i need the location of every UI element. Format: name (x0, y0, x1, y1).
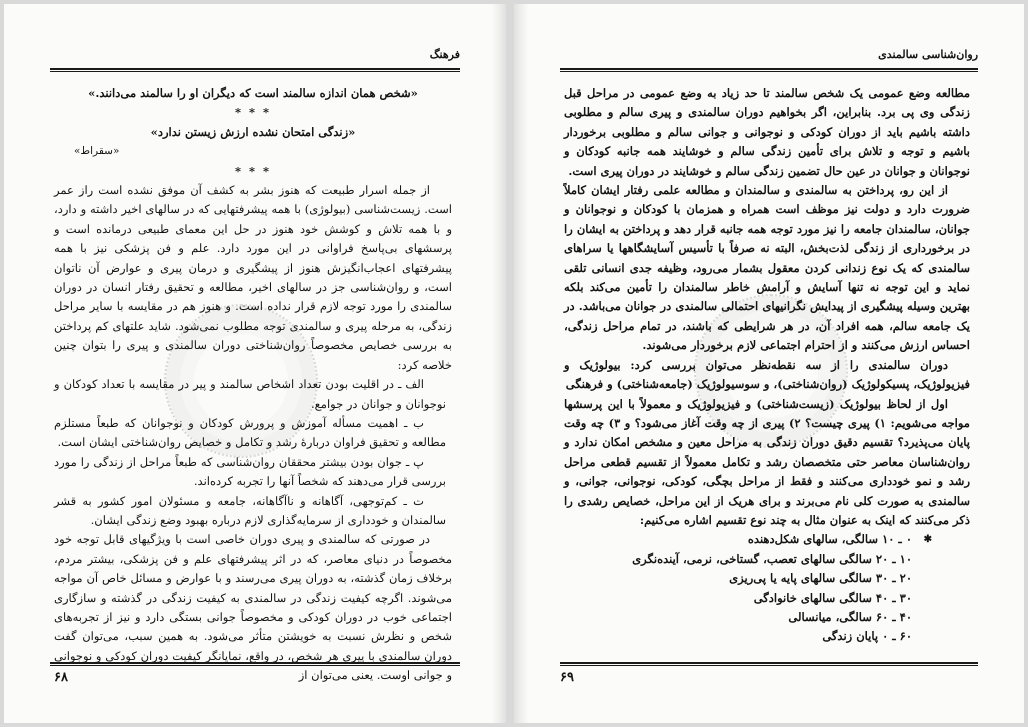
list-item (564, 589, 912, 608)
footer-rule (50, 662, 460, 666)
paragraph: مطالعه وضع عمومی یک شخص سالمند تا حد زیاد به وضع عمومی در مراحل قبل زندگی وی پی برد. بنابراین، اگر بخواهیم دوران سالمندی و پیری سالم و مطلوبی داشته باشیم باید از دوران کودکی و نوجوانی و جوانی سالم و مطلوبی برخوردار باشیم و توجه و تلاش برای تأمین زندگی سالم و خوشایند همه جانبه کودکان و نوجوانان و جوانان در عین حال تضمین زندگی سالم و خوشایند در دوران پیری است. (564, 86, 970, 178)
age-stage-label: ۶۰ ـ ۰ پایان زندگی (822, 629, 912, 644)
left-page (4, 4, 506, 723)
header-rule (560, 68, 978, 72)
age-stage-label: ۴۰ ـ ۶۰ سالگی، میانسالی (788, 609, 912, 624)
paragraph: اول از لحاظ بیولوژیک (زیست‌شناختی) و فیزیولوژیک و معمولاً با این پرسشها مواجه می‌شویم: ۱) پیری چیست؟ ۲) پیری از چه وقت آغاز می‌شود؟ و ۳) چه وقت پایان می‌پذیرد؟ تقسیم دقیق دوران زندگی به مراحل معین و مشخص امکان ندارد و روان‌شناسان معاصر حتی متخصصان رشد و تکامل معمولاً از تقسیم قطعی مراحل رشد و نمو خودداری می‌کنند و فقط از مراحل بچگی، کودکی، نوجوانی، جوانی، و سالمندی به صورت کلی نام می‌برند و برای هریک از این مراحل، خصایص رشدی را ذکر می‌کنند که اینک به عنوان مثال به چند نوع تقسیم اشاره می‌کنیم: (564, 396, 970, 527)
running-head: روان‌شناسی سالمندی (878, 48, 978, 61)
list-item (564, 530, 932, 549)
epigraph-quote: «زندگی امتحان نشده ارزش زیستن ندارد» (150, 124, 356, 139)
running-head: فرهنگ (429, 48, 460, 61)
age-stage-label: ۳۰ ـ ۴۰ سالگی سالهای خانوادگی (753, 590, 912, 605)
age-stage-label: ۱۰ ـ ۲۰ سالگی سالهای تعصب، گستاخی، نرمی، آینده‌نگری (632, 551, 912, 566)
paragraph: از جمله اسرار طبیعت که هنوز بشر به کشف آن موفق نشده است راز عمر است. زیست‌شناسی (بیولوژی) با همه پیشرفتهایی که در سالهای اخیر داشته و دارد، و با همه تلاش و کوشش خود هنوز در حل این معمای طبیعی درمانده است و پرسشهای بی‌پاسخ فراوانی در این مورد دارد. علم و فن پزشکی نیز با همه پیشرفتهای اعجاب‌انگیزش هنوز از پیشگیری و درمان پیری و عوارض آن ناتوان است، و روان‌شناسی جز در سالهای اخیر، مطالعه و تحقیق رفتار انسان در دوران سالمندی را مورد توجه لازم قرار نداده است. و هنوز هم در مقایسه با سایر مراحل زندگی، به مرحله پیری و سالمندی توجه مطلوب نمی‌شود. شاید علتهای کم پرداختن به بررسی خصایص مخصوصاً روان‌شناختی دوران سالمندی و پیری را بتوان چنین خلاصه کرد: (54, 183, 452, 372)
asterisk-bullet-icon: ✱ (923, 534, 932, 546)
list-item (564, 569, 912, 588)
list-item: ب ـ اهمیت مسأله آموزش و پرورش کودکان و نوجوانان که طبعاً مستلزم مطالعه و تحقیق فراوان دربارهٔ رشد و تکامل و خصایص روان‌شناختی ایشان است. (54, 415, 446, 450)
list-item: الف ـ در اقلیت بودن تعداد اشخاص سالمند و پیر در مقایسه با تعداد کودکان و نوجوانان و جوانان در جوامع. (54, 377, 446, 411)
paragraph: از این رو، پرداختن به سالمندی و سالمندان و مطالعه علمی رفتار ایشان کاملاً ضرورت دارد و دولت نیز موظف است همراه و همزمان با کودکان و نوجوانان و جوانان، سالمندان جامعه را نیز مورد توجه همه جانبه قرار دهد و پرداختن به ایشان را در برخورداری از زندگی لذت‌بخش، البته نه صرفاً با تأسیس آسایشگاهها یا سراهای سالمندی که یک نوع زندانی کردن معقول بشمار می‌رود، وظیفه جدی انسانی تلقی نماید و این توجه نه تنها آسایش و آرامش خاطر سالمندان را تأمین می‌کند بلکه بهترین وسیله پیشگیری از پیدایش نگرانیهای احتمالی سالمندی در جوانان می‌باشد. در یک جامعه سالم، همه افراد آن، در هر شرایطی که باشند، در تمام مراحل زندگی، احساس ارزش می‌کنند و از احترام اجتماعی لازم برخوردار می‌شوند. (564, 183, 970, 353)
footer-rule (560, 662, 978, 666)
page-number: ۶۸ (54, 670, 68, 685)
list-item: پ ـ جوان بودن بیشتر محققان روان‌شناسی که طبعاً مراحل از زندگی را مورد بررسی قرار می‌دهند که شخصاً آنها را تجربه کرده‌اند. (54, 454, 446, 489)
section-separator: * * * (234, 105, 272, 120)
right-page (514, 4, 1024, 723)
left-page-body (54, 84, 452, 686)
epigraph-attribution: «سقراط» (74, 145, 120, 158)
age-stage-label: ۰ ـ ۱۰ سالگی، سالهای شکل‌دهنده (747, 532, 912, 547)
page-number: ۶۹ (560, 670, 574, 685)
list-item: ت ـ کم‌توجهی، آگاهانه و ناآگاهانه، جامعه و مسئولان امور کشور به قشر سالمندان و خودداری از سرمایه‌گذاری لازم درباره بهبود وضع زندگی ایشان. (54, 493, 446, 527)
header-rule (50, 68, 460, 72)
section-separator: * * * (234, 163, 272, 178)
epigraph-quote: «شخص همان اندازه سالمند است که دیگران او را سالمند می‌دانند.» (88, 86, 418, 100)
age-stage-list (564, 530, 970, 646)
age-stage-label: ۲۰ ـ ۳۰ سالگی سالهای پایه یا پی‌ریزی (729, 571, 912, 586)
list-item (564, 627, 912, 646)
paragraph: در صورتی که سالمندی و پیری دوران خاصی است با ویژگیهای قابل توجه خود مخصوصاً در دنیای معاصر، که در اثر پیشرفتهای علم و فن پزشکی، بیشتر مردم، برخلاف زمان گذشته، به دوران پیری می‌رسند و با عوارض و مسائل خاص آن مواجه می‌شوند. اگرچه کیفیت زندگی در سالمندی به کیفیت زندگی در گذشته و سازگاری اجتماعی خوب در دوران کودکی و مخصوصاً جوانی بستگی دارد و نیز از تجربه‌های شخص و نظرش نسبت به خویشتن متأثر می‌شود. به همین سبب، می‌توان گفت دوران سالمندی با پیری هر شخص، در واقع، نمایانگر کیفیت دوران کودکی و نوجوانی و جوانی اوست. یعنی می‌توان از (54, 532, 452, 683)
list-item (564, 608, 912, 627)
right-page-body (564, 84, 970, 647)
paragraph: دوران سالمندی را از سه نقطه‌نظر می‌توان بررسی کرد: بیولوژیک و فیزیولوژیک، پسیکولوژیک (روان‌شناختی)، و سوسیولوژیک (جامعه‌شناختی) و فرهنگی (564, 357, 970, 392)
list-item (564, 550, 912, 569)
